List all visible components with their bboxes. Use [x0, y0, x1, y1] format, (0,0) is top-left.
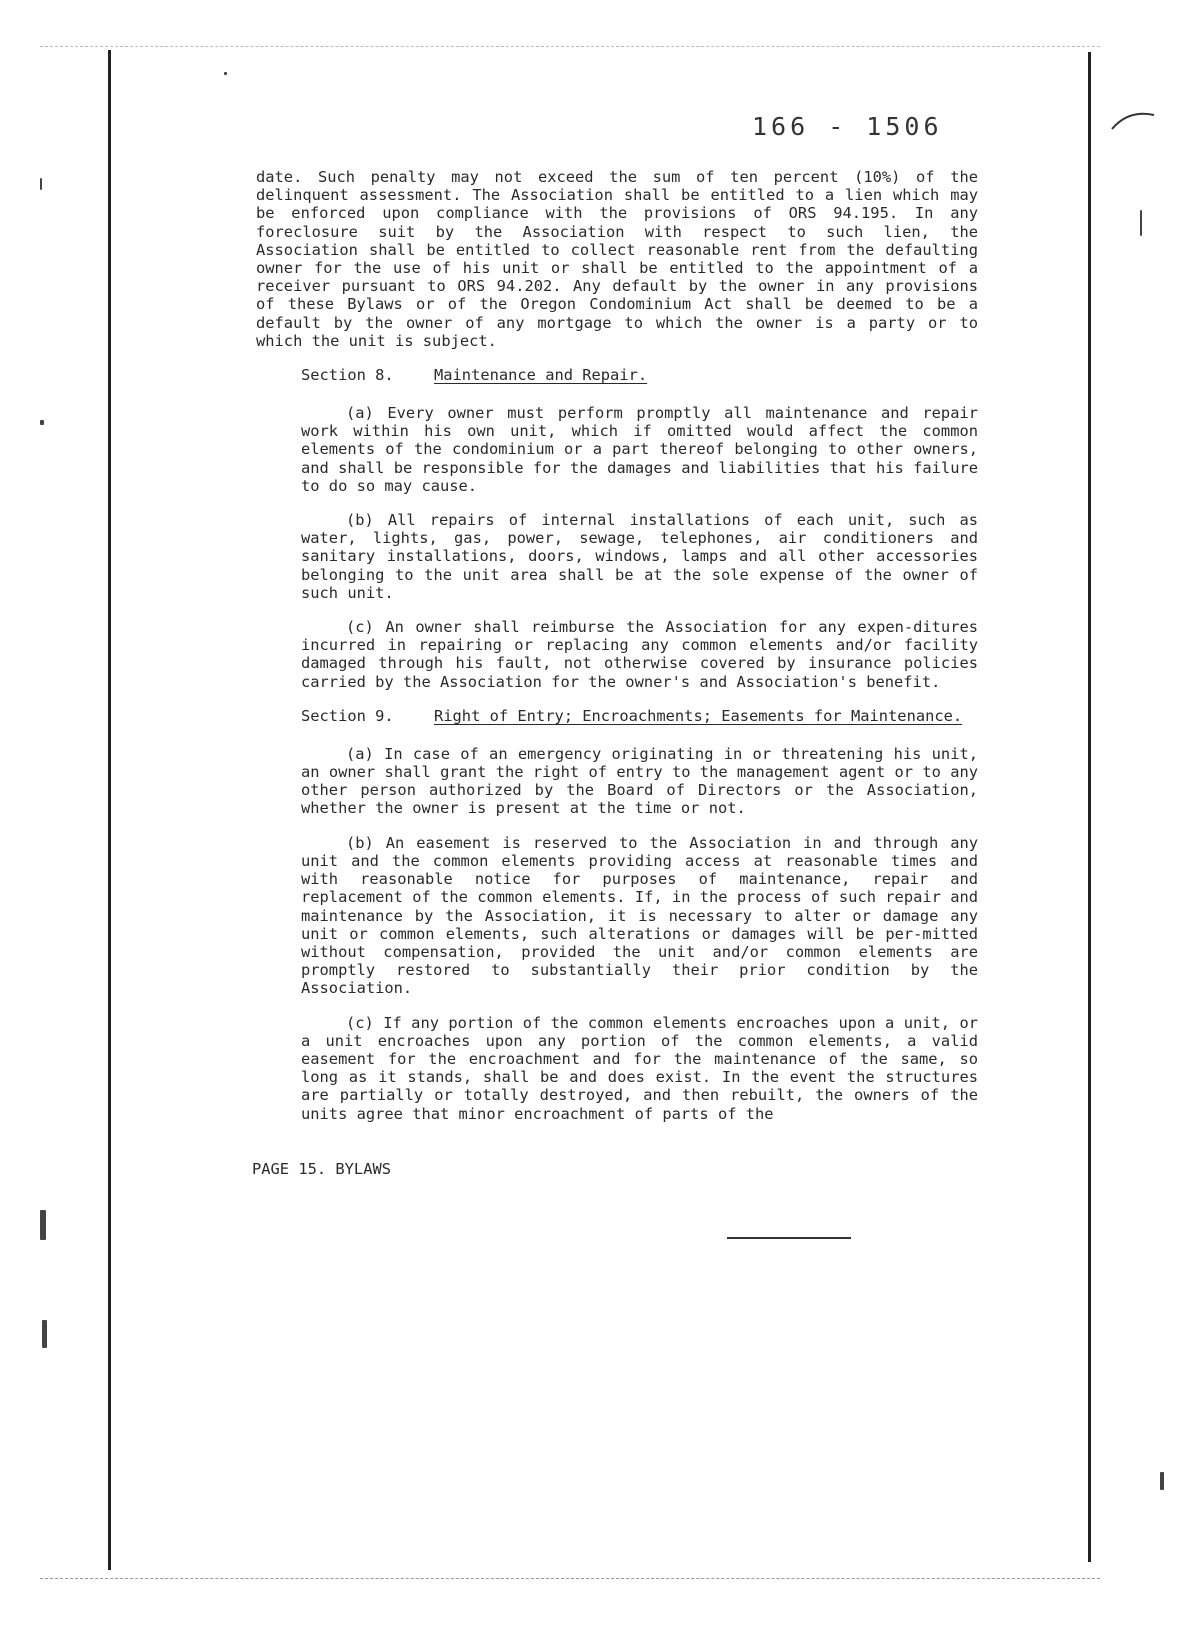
- scan-speck: [40, 1210, 46, 1240]
- left-margin-rule: [108, 50, 111, 1570]
- scan-speck: [40, 178, 42, 190]
- intro-paragraph: date. Such penalty may not exceed the sum of ten percent (10%) of the delinquent assessment. The Association shall be entitled to a lien which may be enforced upon compliance with the provisions of ORS 94.195. In any foreclosure suit by the Association with respect to such lien, the Association shall be entitled to collect reasonable rent from the defaulting owner for the use of his unit or shall be entitled to the appointment of a receiver pursuant to ORS 94.202. Any default by the owner in any provisions of these Bylaws or of the Oregon Condominium Act shall be deemed to be a default by the owner of any mortgage to which the owner is a party or to which the unit is subject.: [256, 168, 978, 350]
- page-number: 166 - 1506: [752, 112, 943, 141]
- scan-speck: [224, 72, 227, 75]
- footer-rule: [727, 1237, 851, 1239]
- section-8-number: Section 8.: [301, 366, 394, 385]
- scan-top-edge: [40, 46, 1100, 47]
- right-margin-rule: [1088, 52, 1091, 1562]
- section-9-body: [301, 745, 978, 1123]
- section-9-paragraph-b: (b) An easement is reserved to the Association in and through any unit and the common elements providing access at reasonable times and with reasonable notice for purposes of maintenance, repair and replacement of the common elements. If, in the process of such repair and maintenance by the Association, it is necessary to alter or damage any unit or common elements, such alterations or damages will be per-mitted without compensation, provided the unit and/or common elements are promptly restored to substantially their prior condition by the Association.: [301, 833, 978, 998]
- section-8-body: [301, 404, 978, 691]
- section-9-paragraph-a: (a) In case of an emergency originating in or threatening his unit, an owner shall grant the right of entry to the management agent or to any other person authorized by the Board of Directors or the Association, whether the owner is present at the time or not.: [301, 744, 978, 818]
- section-8-paragraph-b: (b) All repairs of internal installations of each unit, such as water, lights, gas, power, sewage, telephones, air conditioners and sanitary installations, doors, windows, lamps and all other accessories belonging to the unit area shall be at the sole expense of the owner of such unit.: [301, 511, 978, 602]
- section-9-heading: [301, 707, 978, 727]
- scan-speck: [1160, 1472, 1164, 1490]
- scan-bottom-edge: [40, 1578, 1100, 1579]
- section-8-paragraph-a: (a) Every owner must perform promptly all maintenance and repair work within his own unit, which if omitted would affect the common elements of the condominium or a part thereof belonging to other owners, and shall be responsible for the damages and liabilities that his failure to do so may cause.: [301, 404, 978, 495]
- section-9-number: Section 9.: [301, 706, 394, 725]
- scan-speck: [40, 420, 44, 425]
- scan-speck: [42, 1320, 47, 1348]
- section-9-paragraph-c: (c) If any portion of the common elements encroaches upon a unit, or a unit encroaches upon any portion of the common elements, a valid easement for the encroachment and for the maintenance of the same, so long as it stands, shall be and does exist. In the event the structures are partially or totally destroyed, and then rebuilt, the owners of the units agree that minor encroachment of parts of the: [301, 1013, 978, 1123]
- section-9-title: Right of Entry; Encroachments; Easements for Maintenance.: [434, 706, 963, 725]
- section-8-title: Maintenance and Repair.: [434, 366, 648, 385]
- scan-speck: [1140, 210, 1142, 236]
- section-8-heading: [301, 366, 978, 386]
- page-footer: PAGE 15. BYLAWS: [252, 1160, 391, 1178]
- body-text: [256, 168, 978, 1139]
- section-8-paragraph-c: (c) An owner shall reimburse the Association for any expen-ditures incurred in repairing or replacing any common elements and/or facility damaged through his fault, not otherwise covered by insurance policies carried by the Association for the owner's and Association's benefit.: [301, 618, 978, 691]
- scan-mark-icon: [1110, 105, 1160, 135]
